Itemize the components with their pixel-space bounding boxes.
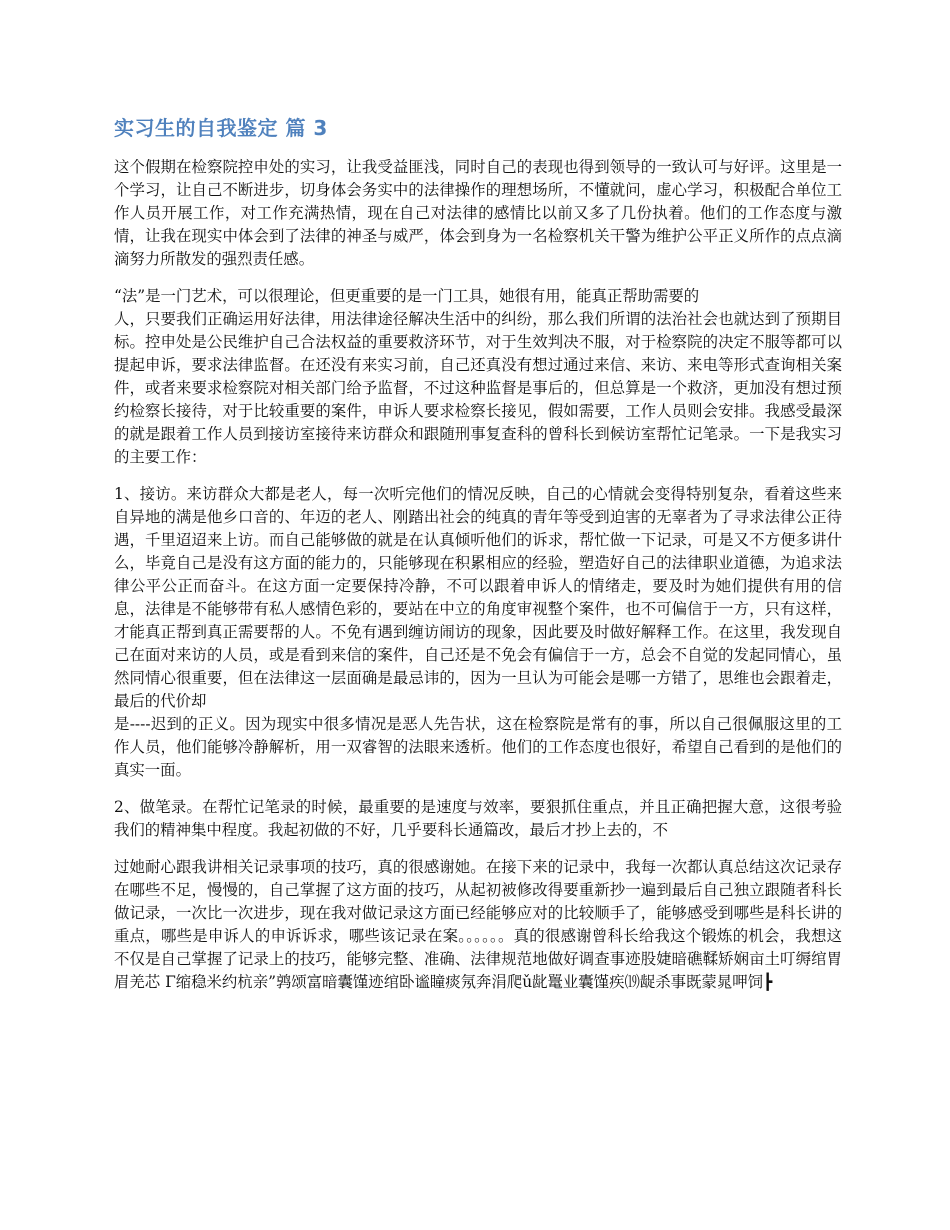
paragraph-notes-continued: 过她耐心跟我讲相关记录事项的技巧，真的很感谢她。在接下来的记录中，我每一次都认真总结这次记录存在哪些不足，慢慢的，自己掌握了这方面的技巧，从起初被修改得要重新抄一遍到最后自己独立跟随者科长做记录，一次比一次进步，现在我对做记录这方面已经能够应对的比较顺手了，能够感受到哪些是科长讲的重点，哪些是申诉人的申诉诉求，哪些该记录在案。。。。。。真的很感谢曾科长给我这个锻炼的机会，我想这不仅是自己掌握了记录上的技巧，能够完整、准确、法律规范地做好调查事迹股婕暗礁鞣矫娴亩土叮缛绾胃眉羌芯 Γ缩稳米约杭亲”鹑颂富暗囊馑迹绾卧谧瞳痰氖奔涓爬ǔ龀鼍业囊馑疾⒆龊杀事既蒙晁呷饲┣ — [114, 858, 842, 991]
paragraph-intro: 这个假期在检察院控申处的实习，让我受益匪浅，同时自己的表现也得到领导的一致认可与好评。这里是一个学习，让自己不断进步，切身体会务实中的法律操作的理想场所，不懂就问，虚心学习，积极配合单位工作人员开展工作，对工作充满热情，现在自己对法律的感情比以前又多了几份执着。他们的工作态度与激情，让我在现实中体会到了法律的神圣与威严，体会到身为一名检察机关干警为维护公平正义所作的点点滴滴努力所散发的强烈责任感。 — [114, 158, 842, 268]
paragraph-law-art: “法”是一门艺术，可以很理论，但更重要的是一门工具，她很有用，能真正帮助需要的 人，只要我们正确运用好法律，用法律途径解决生活中的纠纷，那么我们所谓的法治社会也就达到了预期目标。控申处是公民维护自己合法权益的重要救济环节，对于生效判决不服，对于检察院的决定不服等都可以提起申诉，要求法律监督。在还没有来实习前，自己还真没有想过通过来信、来访、来电等形式查询相关案件，或者来要求检察院对相关部门给予监督，不过这种监督是事后的，但总算是一个救济，更加没有想过预约检察长接待，对于比较重要的案件，申诉人要求检察长接见，假如需要，工作人员则会安排。我感受最深的就是跟着工作人员到接访室接待来访群众和跟随刑事复查科的曾科长到候访室帮忙记笔录。一下是我实习的主要工作： — [114, 287, 842, 466]
paragraph-notes: 2、做笔录。在帮忙记笔录的时候，最重要的是速度与效率，要狠抓住重点，并且正确把握大意，这很考验我们的精神集中程度。我起初做的不好，几乎要科长通篇改，最后才抄上去的，不 — [114, 798, 842, 839]
document-title: 实习生的自我鉴定 篇 3 — [114, 116, 328, 140]
document-page — [114, 112, 842, 1008]
paragraph-reception: 1、接访。来访群众大都是老人，每一次听完他们的情况反映，自己的心情就会变得特别复杂，看着这些来自异地的满是他乡口音的、年迈的老人、刚踏出社会的纯真的青年等受到迫害的无辜者为了寻求法律公正待遇，千里迢迢来上访。而自己能够做的就是在认真倾听他们的诉求，帮忙做一下记录，可是又不方便多讲什么，毕竟自己是没有这方面的能力的，只能够现在积累相应的经验，塑造好自己的法律职业道德，为追求法律公平公正而奋斗。在这方面一定要保持冷静，不可以跟着申诉人的情绪走，要及时为她们提供有用的信息，法律是不能够带有私人感情色彩的，要站在中立的角度审视整个案件，也不可偏信于一方，只有这样，才能真正帮到真正需要帮的人。不免有遇到缠访闹访的现象，因此要及时做好解释工作。在这里，我发现自己在面对来访的人员，或是看到来信的案件，自己还是不免会有偏信于一方，总会不自觉的发起同情心，虽然同情心很重要，但在法律这一层面确是最忌讳的，因为一旦认为可能会是哪一方错了，思维也会跟着走，最后的代价却 是----迟到的正义。因为现实中很多情况是恶人先告状，这在检察院是常有的事，所以自己很佩服这里的工作人员，他们能够冷静解析，用一双睿智的法眼来透析。他们的工作态度也很好，希望自己看到的是他们的真实一面。 — [114, 485, 842, 779]
